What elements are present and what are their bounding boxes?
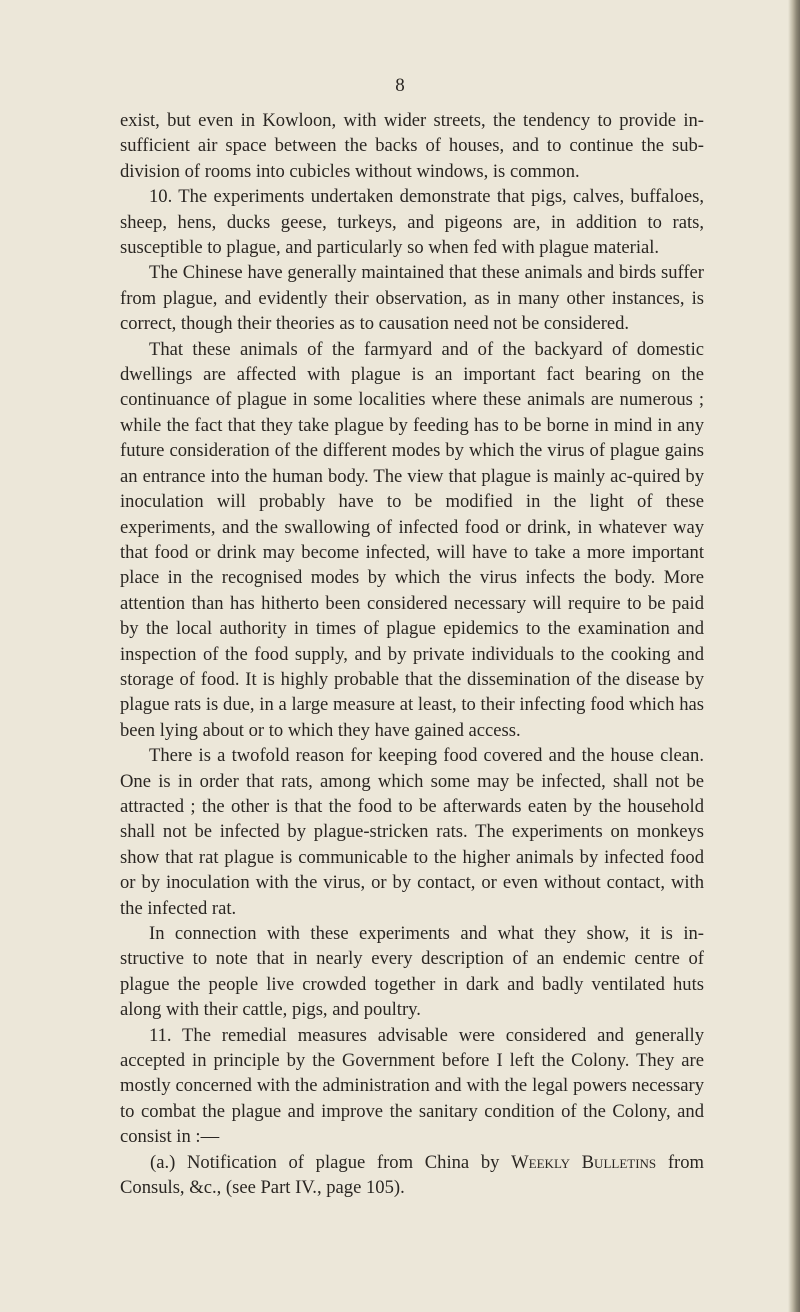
paragraph-endemic-centre: In connection with these experiments and what they show, it is in-structive to note that in nearly every description of an endemic centre of plague the people live crowded together in dark and badly ventilated huts along with their cattle, pigs, and poultry. — [120, 923, 704, 1021]
page-edge-shadow — [788, 0, 800, 1312]
list-item-a — [120, 1150, 704, 1201]
list-item-marker: (a.) — [150, 1151, 176, 1173]
paragraph-section-11: 11. The remedial measures advisable were considered and generally accepted in principle by the Government before I left the Colony. They are mostly concerned with the administration and with the legal powers necessary to combat the plague and improve the sanitary condition of the Colony, and consist in :— — [120, 1024, 704, 1148]
paragraph-twofold-reason: There is a twofold reason for keeping food covered and the house clean. One is in order that rats, among which some may be infected, shall not be attracted ; the other is that the food to be afterwards eaten by the household shall not be infected by plague-stricken rats. The experiments on monkeys show that rat plague is communicable to the higher animals by infected food or by inoculation with the virus, or by contact, or even without contact, with the infected rat. — [120, 745, 704, 919]
weekly-bulletins-term: Weekly Bulletins — [511, 1151, 657, 1173]
paragraph-farmyard-animals: That these animals of the farmyard and of the backyard of domestic dwellings are affected with plague is an important fact bearing on the continuance of plague in some localities where these animals are numerous ; while the fact that they take plague by feeding has to be borne in mind in any future consideration of the different modes by which the virus of plague gains an entrance into the human body. The view that plague is mainly ac-quired by inoculation will probably have to be modified in the light of these experiments, and the swallowing of infected food or drink, in whatever way that food or drink may become infected, will have to take a more important place in the recognised modes by which the virus infects the body. More attention than has hitherto been considered necessary will require to be paid by the local authority in times of plague epidemics to the examination and inspection of the food supply, and by private individuals to the cooking and storage of food. It is highly probable that the dissemination of the disease by plague rats is due, in a large measure at least, to their infecting food which has been lying about or to which they have gained access. — [120, 338, 704, 741]
paragraph-section-10: 10. The experiments undertaken demonstrate that pigs, calves, buffaloes, sheep, hens, ducks geese, turkeys, and pigeons are, in addition to rats, susceptible to plague, and particularly so when fed with plague material. — [120, 186, 704, 259]
body-text — [120, 108, 704, 1200]
list-item-tail: from Consuls, &c., (see Part IV., page 105). — [120, 1151, 704, 1199]
paragraph-continuation: exist, but even in Kowloon, with wider streets, the tendency to provide in-sufficient air space between the backs of houses, and to continue the sub-division of rooms into cubicles without windows, is common. — [120, 110, 704, 182]
page-number: 8 — [395, 75, 405, 96]
paragraph-chinese-observation: The Chinese have generally maintained that these animals and birds suffer from plague, and evidently their observation, as in many other instances, is correct, though their theories as to causation need not be considered. — [120, 262, 704, 335]
list-item-lead: Notification of plague from China by — [186, 1151, 500, 1173]
